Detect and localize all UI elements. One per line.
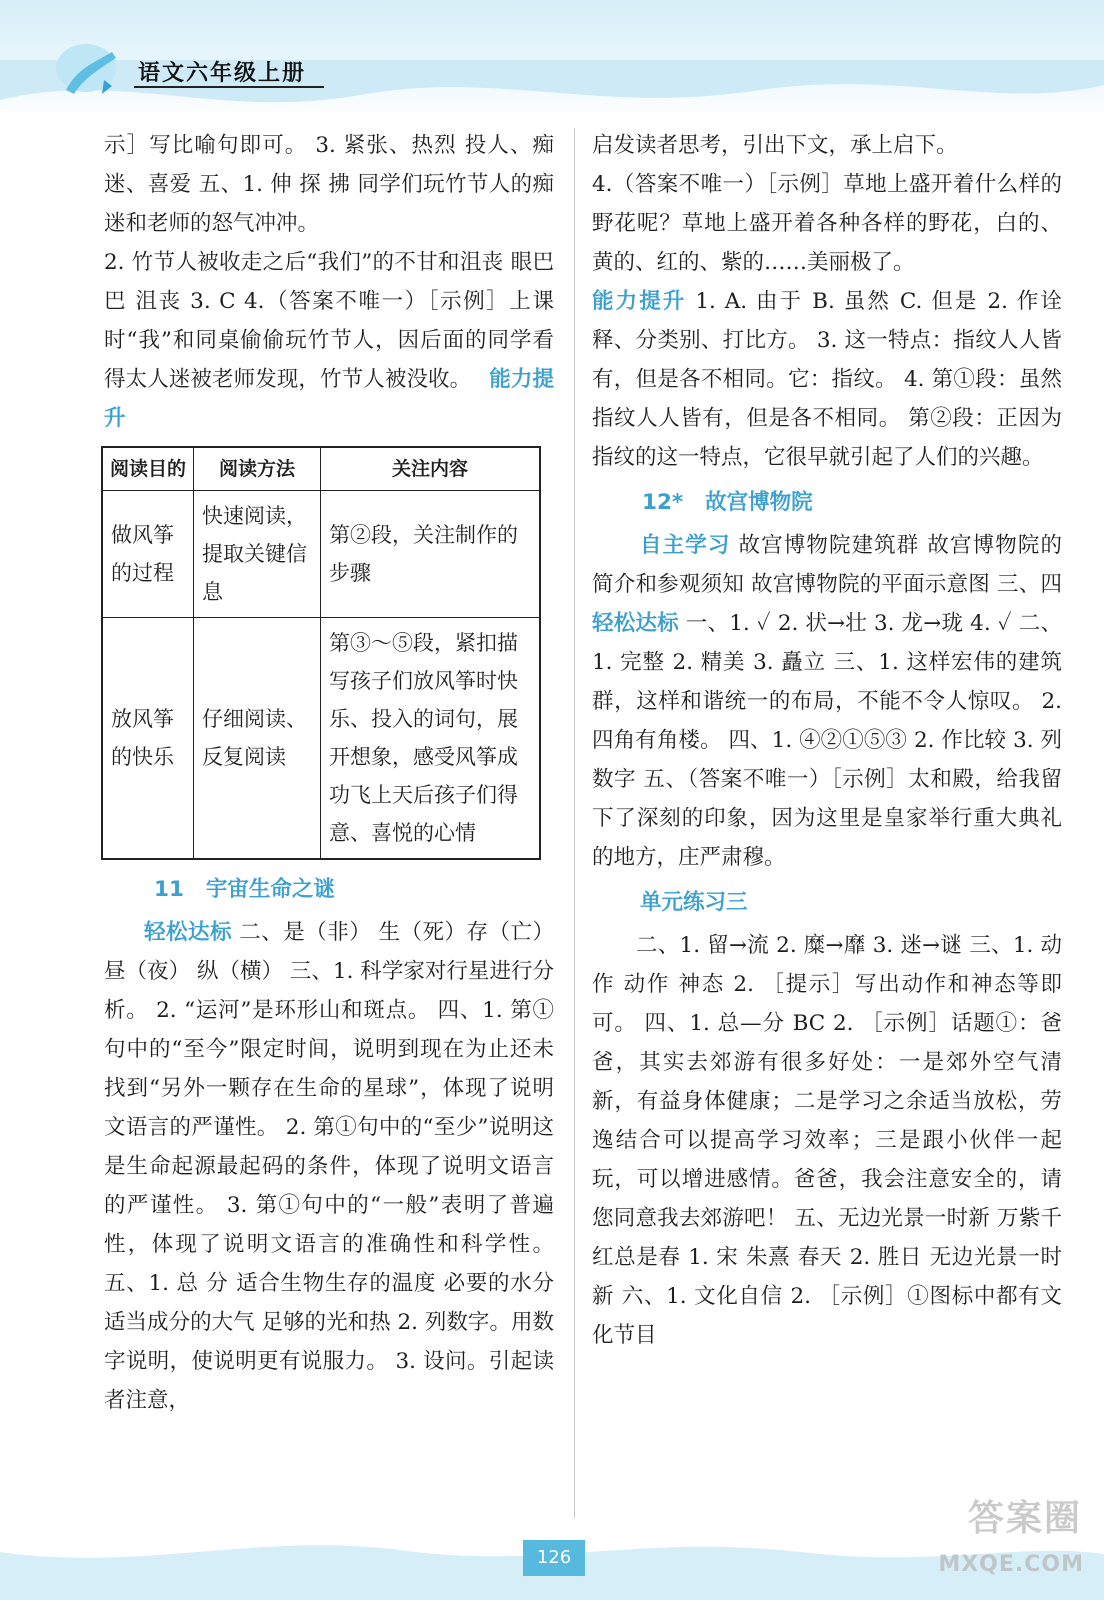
title-underline xyxy=(134,86,324,88)
site-watermark xyxy=(900,1490,1090,1590)
answer-paragraph xyxy=(104,913,554,1420)
watermark-text: 答案圈 xyxy=(967,1498,1082,1539)
page-number: 126 xyxy=(523,1540,585,1576)
section-label: 能力提升 xyxy=(592,289,687,314)
unit-heading: 单元练习三 xyxy=(640,890,748,915)
table-cell: 仔细阅读、反复阅读 xyxy=(194,618,321,860)
table-header: 阅读方法 xyxy=(194,447,321,491)
watermark-url: MXQE.COM xyxy=(938,1552,1084,1577)
answer-paragraph: 二、1. 留→流 2. 糜→靡 3. 迷→谜 三、1. 动作 动作 神态 2. ［提示］写出动作和神态等即可。 四、1. 总—分 BC 2. ［示例］话题①：爸爸，其实去郊游有很多好处：一是郊外空气清新，有益身体健康；二是学习之余适当放松，劳逸结合可以提高学习效率；三是跟小伙伴一起玩，可以增进感情。爸爸，我会注意安全的，请您同意我去郊游吧！ 五、无边光景一时新 万紫千红总是春 1. 宋 朱熹 春天 2. 胜日 无边光景一时新 六、1. 文化自信 2. ［示例］①图标中都有文化节目 xyxy=(592,933,1062,1348)
table-cell: 做风筝的过程 xyxy=(102,491,194,618)
chapter-heading xyxy=(154,870,554,909)
book-logo-icon xyxy=(52,38,128,100)
table-cell: 第③～⑤段，紧扣描写孩子们放风筝时快乐、投入的词句，展开想象，感受风筝成功飞上天后孩子们得意、喜悦的心情 xyxy=(321,618,541,860)
table-header-row xyxy=(102,447,540,491)
column-divider xyxy=(574,128,575,1518)
chapter-title: 故宫博物院 xyxy=(705,490,813,515)
section-label: 自主学习 xyxy=(640,533,731,558)
chapter-title: 宇宙生命之谜 xyxy=(205,877,335,902)
table-cell: 放风筝的快乐 xyxy=(102,618,194,860)
answer-paragraph: 启发读者思考，引出下文，承上启下。 xyxy=(592,133,958,158)
left-column xyxy=(104,126,554,1420)
reading-table xyxy=(101,446,541,860)
answer-text: 故宫博物院建筑群 故宫博物院的简介和参观须知 故宫博物院的平面示意图 三、四 xyxy=(592,533,1062,597)
table-row xyxy=(102,618,540,860)
answer-paragraph: 示］写比喻句即可。 3. 紧张、热烈 投人、痴迷、喜爱 五、1. 伸 探 拂 同学们玩竹节人的痴迷和老师的怒气冲冲。 xyxy=(104,133,554,236)
answer-text: 1. A. 由于 B. 虽然 C. 但是 2. 作诠释、分类别、打比方。 3. 这一特点：指纹人人皆有，但是各不相同。它：指纹。 4. 第①段：虽然指纹人人皆有，但是各不相同。 第②段：正因为指纹的这一特点，它很早就引起了人们的兴趣。 xyxy=(592,289,1062,470)
answer-paragraph: 4.（答案不唯一）［示例］草地上盛开着什么样的野花呢？草地上盛开着各种各样的野花，白的、黄的、红的、紫的……美丽极了。 xyxy=(592,172,1062,275)
table-header: 关注内容 xyxy=(321,447,541,491)
answer-text: 二、是（非） 生（死）存（亡） 昼（夜） 纵（横） 三、1. 科学家对行星进行分析。 2. “运河”是环形山和斑点。 四、1. 第①句中的“至今”限定时间，说明到现在为止还未找到“另外一颗存在生命的星球”，体现了说明文语言的严谨性。 2. 第①句中的“至少”说明这是生命起源最起码的条件，体现了说明文语言的严谨性。 3. 第①句中的“一般”表明了普遍性，体现了说明文语言的准确性和科学性。 五、1. 总 分 适合生物生存的温度 必要的水分 适当成分的大气 足够的光和热 2. 列数字。用数字说明，使说明更有说服力。 3. 设问。引起读者注意， xyxy=(104,920,554,1413)
answer-text: 一、1. ✓ 2. 状→壮 3. 龙→珑 4. ✓ 二、1. 完整 2. 精美 3. 矗立 三、1. 这样宏伟的建筑群，这样和谐统一的布局，不能不令人惊叹。 2. 四角有角楼。 四、1. ④②①⑤③ 2. 作比较 3. 列数字 五、（答案不唯一）［示例］太和殿，给我留下了深刻的印象，因为这里是皇家举行重大典礼的地方，庄严肃穆。 xyxy=(592,611,1062,870)
table-cell: 快速阅读，提取关键信息 xyxy=(194,491,321,618)
table-row xyxy=(102,491,540,618)
table-header: 阅读目的 xyxy=(102,447,194,491)
answer-paragraph xyxy=(592,526,1062,877)
section-label: 轻松达标 xyxy=(144,920,232,945)
book-title: 语文六年级上册 xyxy=(138,61,307,86)
section-label: 轻松达标 xyxy=(592,611,679,636)
section-label: 能力提升 xyxy=(104,367,554,431)
chapter-heading xyxy=(642,483,1062,522)
chapter-number: 12* xyxy=(642,490,684,515)
right-column xyxy=(592,126,1062,1355)
table-cell: 第②段，关注制作的步骤 xyxy=(321,491,541,618)
chapter-number: 11 xyxy=(154,877,184,902)
answer-text: 2. 竹节人被收走之后“我们”的不甘和沮丧 眼巴巴 沮丧 3. C 4.（答案不唯一）［示例］上课时“我”和同桌偷偷玩竹节人，因后面的同学看得太人迷被老师发现，竹节人被没收。 xyxy=(104,250,554,392)
answer-paragraph xyxy=(104,243,554,438)
answer-paragraph xyxy=(592,282,1062,477)
